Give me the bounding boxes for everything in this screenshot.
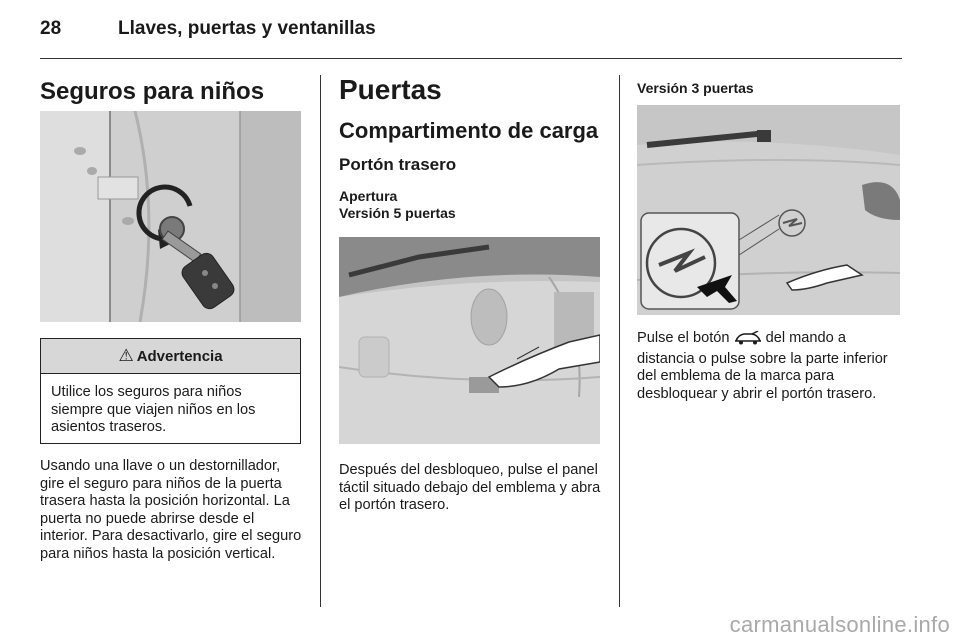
label-5-door: Versión 5 puertas (339, 205, 456, 221)
warning-title: Advertencia (136, 347, 223, 365)
tailgate-3-door-instructions (637, 330, 902, 403)
instruction-after-icon: del mando a distancia o pulse sobre la parte inferior del emblema de la marca para desbloquear y abrir el portón trasero. (637, 330, 888, 402)
child-lock-instructions: Usando una llave o un destornillador, gire el seguro para niños de la puerta trasera hasta la posición horizontal. La puerta no puede abrirse desde el interior. Para desactivarlo, gire el seguro para niños hasta la posición vertical. (40, 458, 302, 562)
warning-triangle-icon: ⚠ (118, 346, 134, 365)
warning-box (40, 338, 301, 444)
label-opening: Apertura (339, 188, 398, 204)
heading-cargo-compartment: Compartimento de carga (339, 118, 599, 143)
heading-child-locks: Seguros para niños (40, 78, 265, 105)
instruction-before-icon: Pulse el botón (637, 330, 730, 346)
page-number: 28 (40, 18, 62, 39)
page-header (40, 18, 902, 58)
tailgate-5-door-illustration (339, 237, 600, 444)
header-rule (40, 58, 902, 59)
label-3-door: Versión 3 puertas (637, 80, 754, 96)
column-divider-left (320, 75, 321, 607)
warning-text: Utilice los seguros para niños siempre que viajen niños en los asientos traseros. (51, 384, 256, 436)
child-lock-illustration (40, 111, 301, 322)
warning-header (41, 339, 300, 374)
tailgate-5-door-instructions: Después del desbloqueo, pulse el panel táctil situado debajo del emblema y abra el portón trasero. (339, 462, 601, 514)
page-title: Llaves, puertas y ventanillas (118, 18, 376, 39)
tailgate-3-door-illustration (637, 105, 900, 315)
watermark: carmanualsonline.info (729, 612, 950, 637)
heading-doors: Puertas (339, 74, 442, 105)
heading-tailgate: Portón trasero (339, 155, 457, 174)
column-divider-right (619, 75, 620, 607)
car-tailgate-icon (734, 331, 762, 351)
